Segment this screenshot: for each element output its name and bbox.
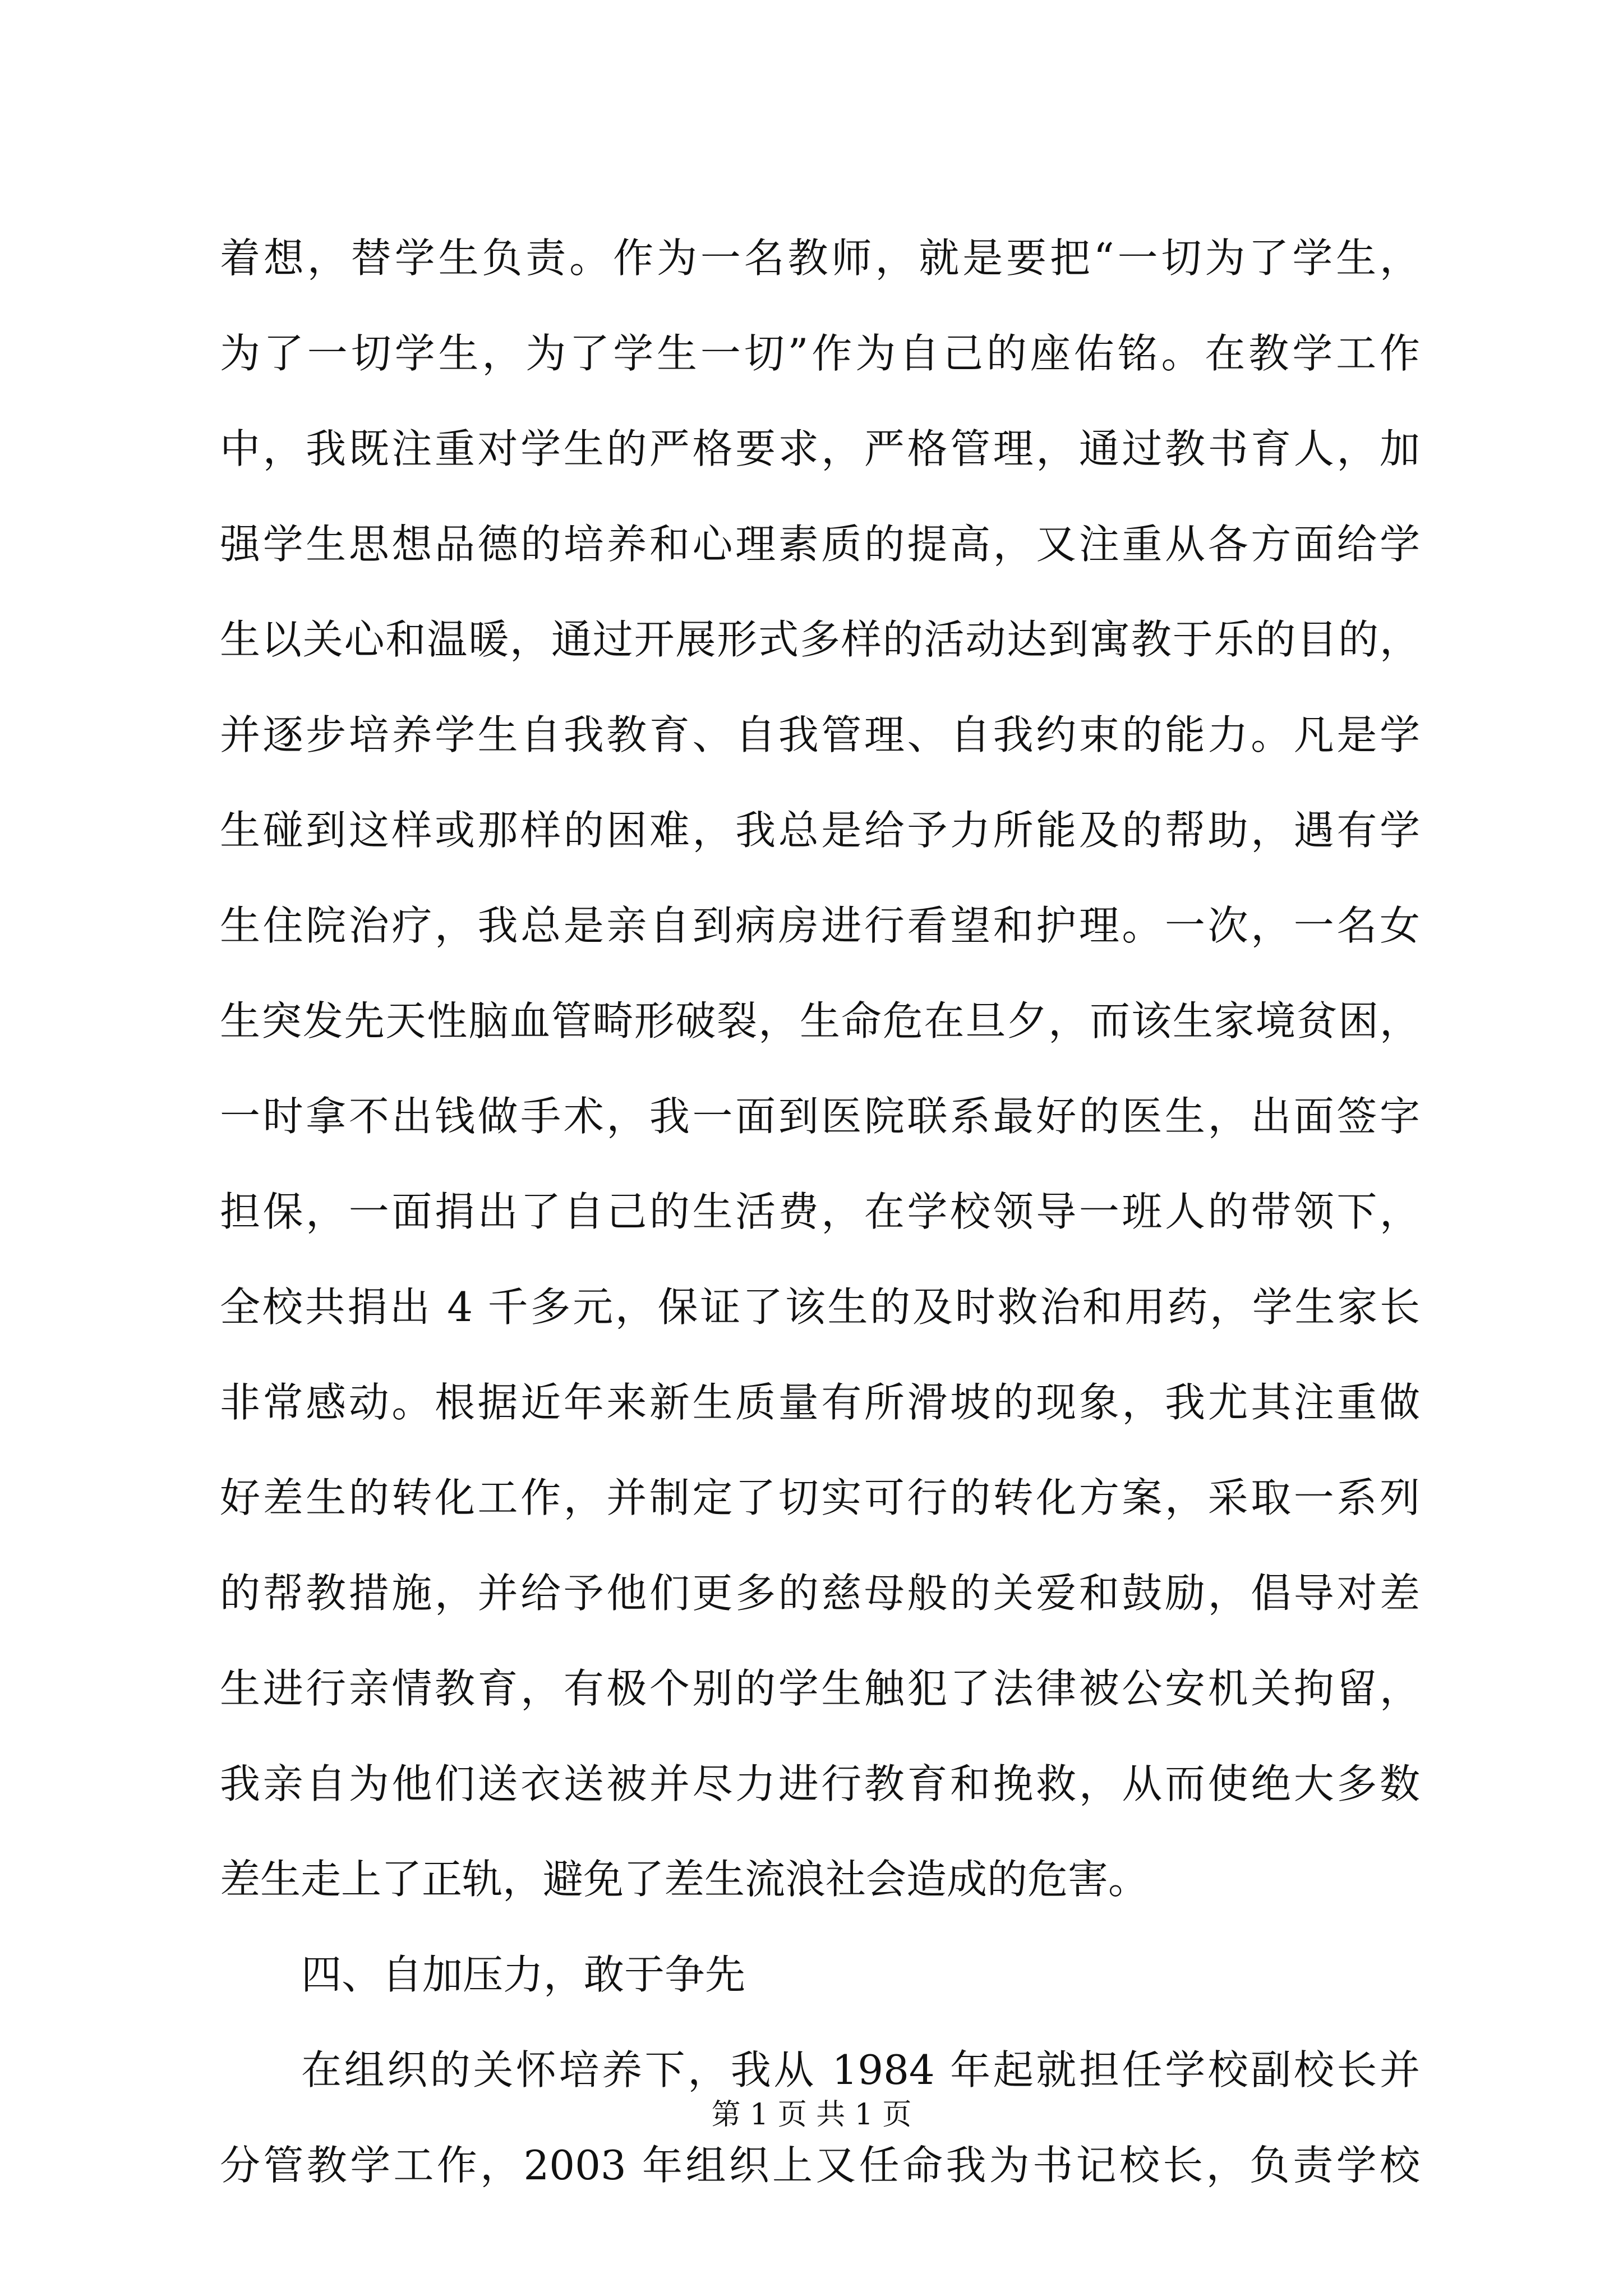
text-line: 生进行亲情教育，有极个别的学生触犯了法律被公安机关拘留， xyxy=(220,1665,1420,1712)
text-line: 差生走上了正轨，避免了差生流浪社会造成的危害。 xyxy=(220,1856,1149,1903)
text-line: 生突发先天性脑血管畸形破裂，生命危在旦夕，而该生家境贫困， xyxy=(220,997,1420,1045)
page-footer: 第 1 页 共 1 页 xyxy=(711,2098,912,2132)
text-line: 全校共捐出 4 千多元，保证了该生的及时救治和用药，学生家长 xyxy=(220,1283,1420,1331)
body-text xyxy=(220,210,1420,2213)
text-line: 分管教学工作，2003 年组织上又任命我为书记校长，负责学校 xyxy=(220,2142,1420,2189)
section-heading: 四、自加压力，敢于争先 xyxy=(301,1951,746,1998)
text-line: 强学生思想品德的培养和心理素质的提高，又注重从各方面给学 xyxy=(220,521,1420,568)
text-line: 生以关心和温暖，通过开展形式多样的活动达到寓教于乐的目的， xyxy=(220,616,1420,663)
text-line: 在组织的关怀培养下，我从 1984 年起就担任学校副校长并 xyxy=(301,2046,1420,2093)
text-line: 我亲自为他们送衣送被并尽力进行教育和挽救，从而使绝大多数 xyxy=(220,1760,1420,1807)
text-line: 中，我既注重对学生的严格要求，严格管理，通过教书育人，加 xyxy=(220,425,1420,472)
text-line: 非常感动。根据近年来新生质量有所滑坡的现象，我尤其注重做 xyxy=(220,1379,1420,1426)
text-line: 为了一切学生，为了学生一切”作为自己的座佑铭。在教学工作 xyxy=(220,330,1420,377)
text-line: 担保，一面捐出了自己的生活费，在学校领导一班人的带领下， xyxy=(220,1188,1420,1235)
text-line: 的帮教措施，并给予他们更多的慈母般的关爱和鼓励，倡导对差 xyxy=(220,1570,1420,1617)
text-line: 一时拿不出钱做手术，我一面到医院联系最好的医生，出面签字 xyxy=(220,1093,1420,1140)
text-line: 并逐步培养学生自我教育、自我管理、自我约束的能力。凡是学 xyxy=(220,711,1420,758)
text-line: 生碰到这样或那样的困难，我总是给予力所能及的帮助，遇有学 xyxy=(220,807,1420,854)
text-line: 生住院治疗，我总是亲自到病房进行看望和护理。一次，一名女 xyxy=(220,902,1420,949)
text-line: 着想，替学生负责。作为一名教师，就是要把“一切为了学生， xyxy=(220,234,1420,282)
text-line: 好差生的转化工作，并制定了切实可行的转化方案，采取一系列 xyxy=(220,1474,1420,1521)
